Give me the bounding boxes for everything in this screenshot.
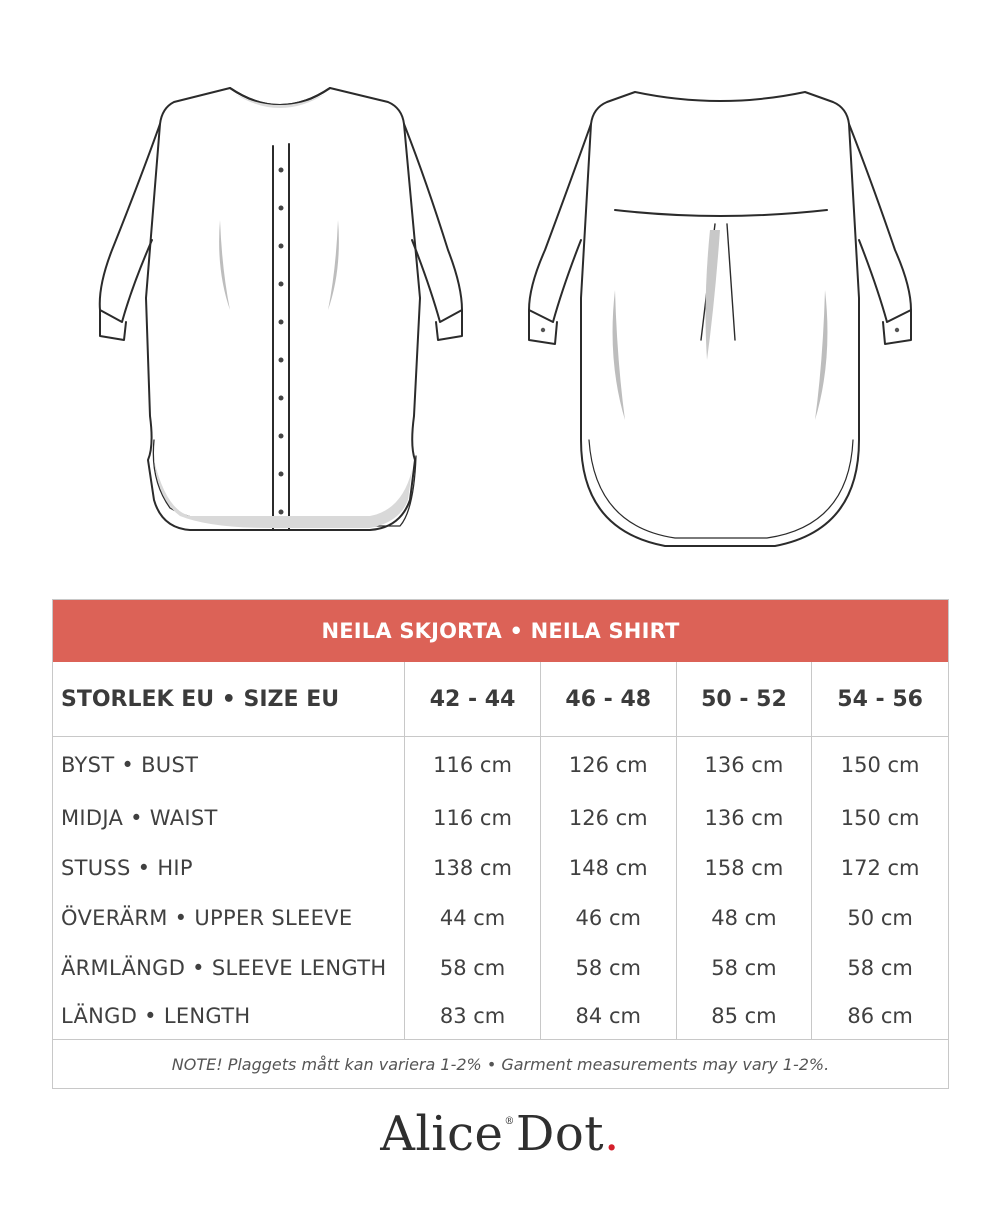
brand-logo [0,1106,1000,1162]
measurement-cell: 44 cm [404,893,540,943]
measurement-cell: 48 cm [676,893,812,943]
measurement-cell: 158 cm [676,843,812,893]
back-view-sketch [515,60,935,560]
measurement-cell: 83 cm [404,993,540,1039]
measurement-cell: 58 cm [404,943,540,993]
measurement-cell: 150 cm [811,737,948,793]
measurement-cell: 116 cm [404,737,540,793]
row-label: LÄNGD • LENGTH [61,1004,251,1028]
row-label: STUSS • HIP [61,856,193,880]
measurement-cell: 86 cm [811,993,948,1039]
measurement-cell: 58 cm [811,943,948,993]
measurement-cell: 136 cm [676,737,812,793]
size-column-header: 54 - 56 [811,662,948,736]
measurement-cell: 46 cm [540,893,676,943]
size-chart-table [52,599,949,1089]
measurement-cell: 148 cm [540,843,676,893]
measurement-cell: 150 cm [811,793,948,843]
measurement-cell: 58 cm [676,943,812,993]
measurement-rows [53,737,948,1039]
measurement-cell: 138 cm [404,843,540,893]
table-row [53,943,948,993]
table-row [53,893,948,943]
measurement-cell: 116 cm [404,793,540,843]
brand-period: . [604,1106,620,1162]
garment-sketches [0,0,1000,580]
brand-name-part1: Alice [380,1106,504,1162]
measurement-cell: 85 cm [676,993,812,1039]
measurement-cell: 126 cm [540,737,676,793]
size-column-header: 46 - 48 [540,662,676,736]
measurement-cell: 126 cm [540,793,676,843]
size-column-header: 50 - 52 [676,662,812,736]
table-title: NEILA SKJORTA • NEILA SHIRT [53,600,948,662]
row-label: ÖVERÄRM • UPPER SLEEVE [61,906,353,930]
measurement-cell: 136 cm [676,793,812,843]
row-label: MIDJA • WAIST [61,806,218,830]
measurement-cell: 84 cm [540,993,676,1039]
measurement-cell: 58 cm [540,943,676,993]
row-label: ÄRMLÄNGD • SLEEVE LENGTH [61,956,387,980]
table-row [53,793,948,843]
measurement-note: NOTE! Plaggets mått kan variera 1-2% • Garment measurements may vary 1-2%. [53,1039,948,1088]
size-header-row [53,662,948,737]
table-row [53,737,948,793]
measurement-cell: 50 cm [811,893,948,943]
size-label: STORLEK EU • SIZE EU [61,686,340,712]
front-view-sketch [70,60,470,560]
table-row [53,993,948,1039]
measurement-cell: 172 cm [811,843,948,893]
registered-mark: ® [504,1116,515,1127]
size-column-header: 42 - 44 [404,662,540,736]
row-label: BYST • BUST [61,753,199,777]
brand-name-part2: Dot [515,1106,605,1162]
table-row [53,843,948,893]
